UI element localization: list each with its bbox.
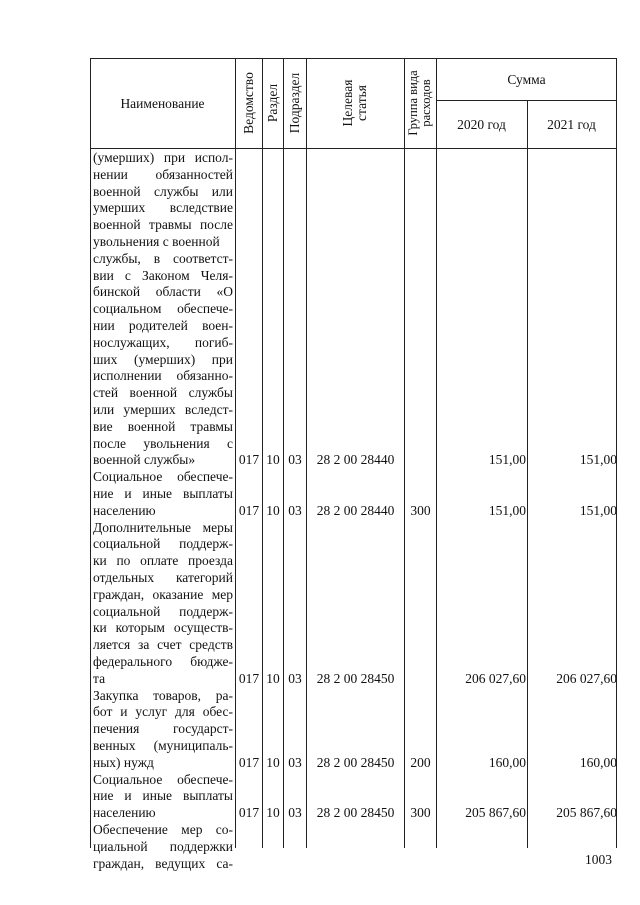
- header-celevaya: [341, 80, 369, 127]
- cell-sum-2020: 151,00: [488, 502, 526, 518]
- name-text-line: циальной поддержки: [93, 838, 233, 854]
- col-border-left: [90, 58, 91, 848]
- name-text-line: отдельных категорий: [93, 570, 233, 585]
- name-text-line: социальном обеспече-: [93, 301, 233, 317]
- cell-sum-2021: 151,00: [579, 452, 617, 468]
- cell-podrazdel: 03: [288, 452, 302, 468]
- cell-vid: 300: [410, 502, 431, 518]
- name-text-line: бот и услуг для обес-: [93, 704, 233, 720]
- cell-vedomstvo: 017: [238, 452, 260, 468]
- name-text-line: та: [93, 670, 106, 686]
- cell-vedomstvo: 017: [238, 670, 260, 686]
- name-text-line: увольнения с военной: [93, 234, 220, 249]
- name-text-line: печения государст-: [93, 721, 233, 737]
- header-year-2021: 2021 год: [547, 117, 596, 132]
- header-razdel: Раздел: [265, 83, 280, 123]
- name-text-line: ляется за счет средств: [93, 637, 233, 653]
- header-vedomstvo: Ведомство: [241, 72, 256, 134]
- col-border-2020: [527, 100, 528, 848]
- name-text-line: Закупка товаров, ра-: [93, 687, 233, 703]
- header-podrazdel: Подраздел: [287, 72, 302, 134]
- name-text-line: федерального бюдже-: [93, 654, 233, 669]
- name-text-line: ние и иные выплаты: [93, 788, 233, 804]
- cell-podrazdel: 03: [288, 670, 302, 686]
- cell-vedomstvo: 017: [238, 502, 260, 518]
- cell-celevaya: 28 2 00 28450: [316, 670, 395, 686]
- header-name: Наименование: [120, 96, 205, 111]
- name-text-line: ки которым осуществ-: [93, 620, 233, 636]
- cell-sum-2021: 205 867,60: [556, 805, 617, 821]
- cell-razdel: 10: [266, 754, 280, 770]
- name-text-line: ных) нужд: [93, 754, 154, 770]
- name-text-line: умерших вследствие: [93, 200, 233, 216]
- name-text-line: Дополнительные меры: [93, 519, 233, 535]
- cell-vedomstvo: 017: [238, 805, 260, 821]
- header-gruppa-line1: Группа вида: [406, 70, 420, 136]
- name-text-line: вие военной травмы: [93, 418, 233, 434]
- name-text-line: социальной поддерж-: [93, 603, 233, 619]
- name-text-line: нии родителей воен-: [93, 318, 233, 333]
- header-bottom-border: [90, 148, 617, 149]
- name-text-line: ших (умерших) при: [93, 351, 233, 367]
- cell-sum-2020: 206 027,60: [465, 670, 526, 686]
- cell-razdel: 10: [266, 452, 280, 468]
- cell-podrazdel: 03: [288, 754, 302, 770]
- name-text-line: нослужащих, погиб-: [93, 334, 233, 350]
- name-text-line: граждан, ведущих са-: [93, 855, 233, 871]
- name-text-line: ние и иные выплаты: [93, 486, 233, 501]
- page-number: 1003: [585, 852, 612, 867]
- cell-sum-2020: 205 867,60: [465, 805, 526, 821]
- table-top-border: [90, 58, 617, 59]
- name-text-line: ки по оплате проезда: [93, 553, 233, 569]
- cell-razdel: 10: [266, 805, 280, 821]
- cell-sum-2020: 151,00: [488, 452, 526, 468]
- cell-celevaya: 28 2 00 28440: [316, 452, 395, 468]
- cell-celevaya: 28 2 00 28450: [316, 754, 395, 770]
- name-text-line: нении обязанностей: [93, 166, 233, 182]
- name-text-line: Социальное обеспече-: [93, 771, 233, 787]
- header-gruppa-line2: расходов: [419, 79, 433, 127]
- cell-sum-2020: 160,00: [488, 754, 526, 770]
- cell-celevaya: 28 2 00 28450: [316, 805, 395, 821]
- name-text-line: военной службы или: [93, 183, 233, 199]
- cell-razdel: 10: [266, 670, 280, 686]
- col-border-celevaya: [404, 58, 405, 848]
- cell-vedomstvo: 017: [238, 754, 260, 770]
- cell-sum-2021: 151,00: [579, 502, 617, 518]
- cell-celevaya: 28 2 00 28440: [316, 502, 395, 518]
- cell-sum-2021: 160,00: [579, 754, 617, 770]
- name-text-line: населению: [93, 502, 156, 518]
- name-text-line: населению: [93, 805, 156, 821]
- name-text-line: после увольнения с: [93, 435, 233, 451]
- name-text-line: Обеспечение мер со-: [93, 822, 233, 837]
- header-summa: Сумма: [507, 72, 546, 87]
- name-text-line: стей военной службы: [93, 385, 233, 401]
- name-text-line: или умерших вследст-: [93, 402, 233, 417]
- name-text-line: вии с Законом Челя-: [93, 267, 233, 283]
- name-text-line: (умерших) при испол-: [93, 150, 233, 165]
- name-text-line: бинской области «О: [93, 284, 233, 300]
- name-text-line: военной травмы после: [93, 217, 233, 233]
- header-year-2020: 2020 год: [457, 117, 506, 132]
- name-text-line: социальной поддерж-: [93, 536, 233, 552]
- cell-vid: 300: [410, 805, 431, 821]
- header-celevaya-line1: Целевая: [340, 79, 355, 127]
- cell-razdel: 10: [266, 502, 280, 518]
- cell-vid: 200: [410, 754, 431, 770]
- cell-sum-2021: 206 027,60: [556, 670, 617, 686]
- name-text-line: венных (муниципаль-: [93, 738, 233, 753]
- cell-podrazdel: 03: [288, 502, 302, 518]
- name-text-line: Социальное обеспече-: [93, 469, 233, 485]
- name-text-line: военной службы»: [93, 452, 196, 468]
- name-text-line: граждан, оказание мер: [93, 586, 233, 602]
- name-text-line: службы, в соответст-: [93, 250, 233, 266]
- cell-podrazdel: 03: [288, 805, 302, 821]
- name-text-line: исполнении обязанно-: [93, 368, 233, 384]
- header-gruppa: [407, 70, 433, 135]
- header-celevaya-line2: статья: [354, 85, 369, 121]
